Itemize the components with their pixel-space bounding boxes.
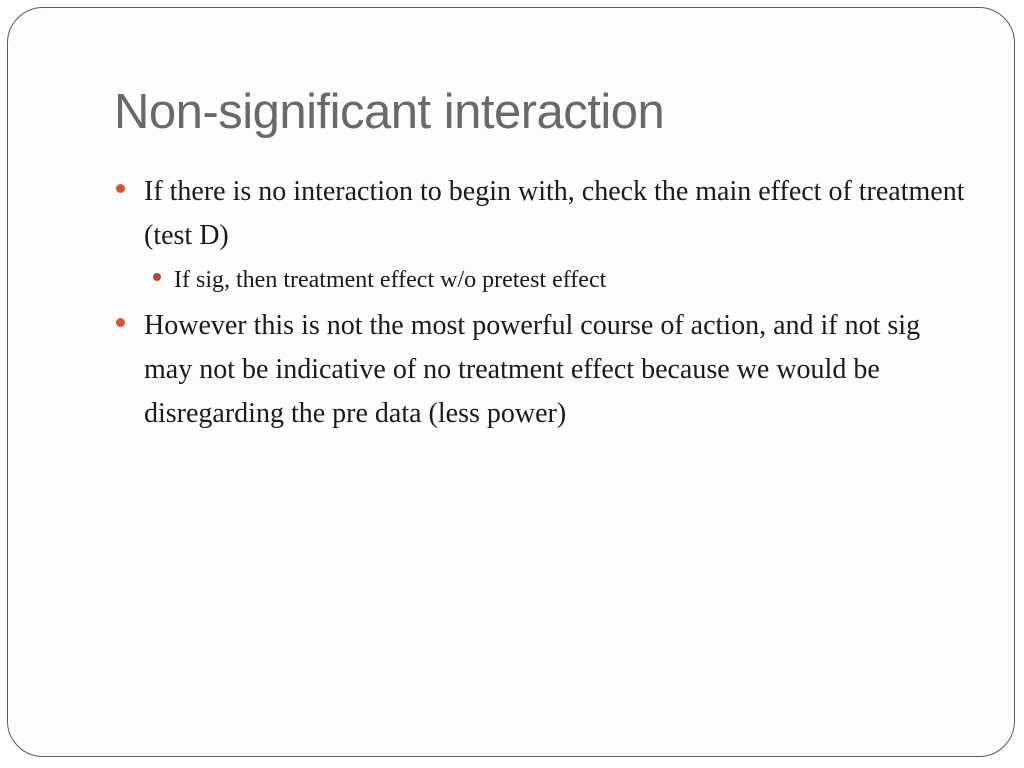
- slide-title: Non-significant interaction: [114, 85, 665, 139]
- bullet-dot-icon: [116, 184, 125, 193]
- sub-bullet-dot-icon: [153, 273, 161, 281]
- bullet-text: If there is no interaction to begin with, check the main effect of treatment (test D): [144, 176, 965, 251]
- bullet-item-1: [114, 170, 974, 258]
- bullet-text: However this is not the most powerful course of action, and if not sig may not be indicative of no treatment effect because we would be disregarding the pre data (less power): [144, 310, 921, 429]
- sub-bullet-item-1: [144, 263, 974, 297]
- bullet-item-2: [114, 304, 974, 436]
- slide-content: [114, 170, 974, 436]
- bullet-dot-icon: [116, 318, 125, 327]
- sub-bullet-text: If sig, then treatment effect w/o pretest effect: [174, 267, 607, 293]
